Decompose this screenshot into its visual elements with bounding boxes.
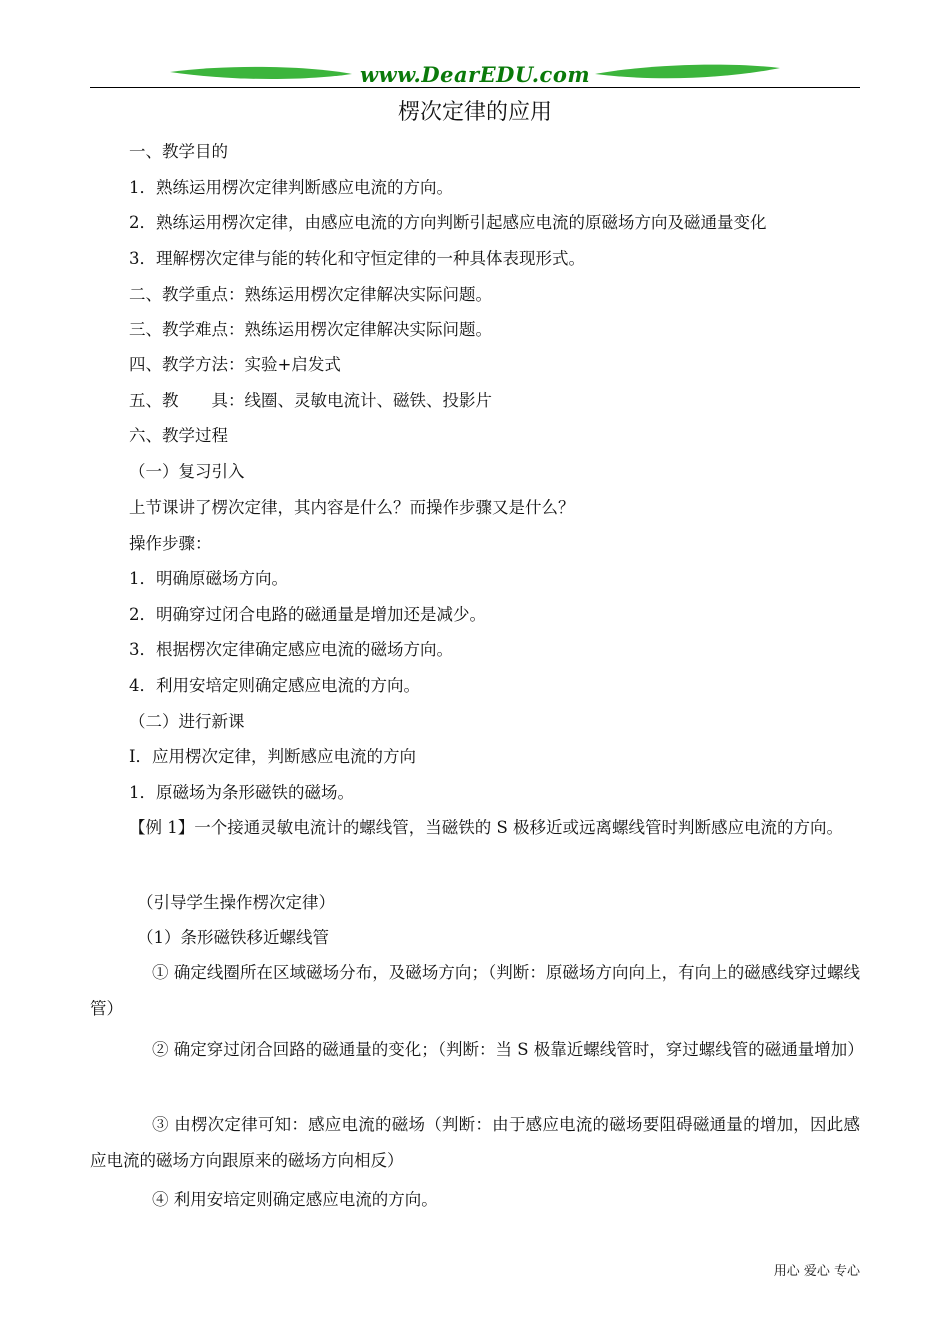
page-title: 楞次定律的应用 [397,100,552,125]
subsection-heading: （一）复习引入 [129,462,245,481]
step-item: 4．利用安培定则确定感应电流的方向。 [129,676,420,695]
header-divider [90,87,860,88]
site-header-banner [90,58,860,90]
subsection-heading: （二）进行新课 [129,712,245,731]
analysis-step: ④ 利用安培定则确定感应电流的方向。 [152,1190,438,1209]
analysis-step: ③ 由楞次定律可知：感应电流的磁场（判断：由于感应电流的磁场要阻碍磁通量的增加，因此感应电流的磁场方向跟原来的磁场方向相反） [90,1115,860,1170]
example-paragraph: 【例 1】一个接通灵敏电流计的螺线管，当磁铁的 S 极移近或远离螺线管时判断感应电流的方向。 [129,818,844,837]
analysis-step: ① 确定线圈所在区域磁场分布，及磁场方向；（判断：原磁场方向向上，有向上的磁感线穿过螺线管） [90,963,860,1018]
objective-item: 3．理解楞次定律与能的转化和守恒定律的一种具体表现形式。 [129,249,585,268]
section-heading: 二、教学重点：熟练运用楞次定律解决实际问题。 [129,285,492,304]
page-footer: 用心 爱心 专心 [773,1264,860,1279]
section-heading: 六、教学过程 [129,426,228,445]
site-logo: www.DearEDU.com [359,62,591,87]
step-item: 1．明确原磁场方向。 [129,569,288,588]
paragraph: I．应用楞次定律，判断感应电流的方向 [129,747,417,766]
paragraph: （1）条形磁铁移近螺线管 [137,928,329,947]
section-heading: 三、教学难点：熟练运用楞次定律解决实际问题。 [129,320,492,339]
paragraph: （引导学生操作楞次定律） [137,893,335,912]
objective-item: 2．熟练运用楞次定律，由感应电流的方向判断引起感应电流的原磁场方向及磁通量变化 [129,213,767,232]
analysis-step: ② 确定穿过闭合回路的磁通量的变化；（判断：当 S 极靠近螺线管时，穿过螺线管的磁通量增加） [152,1040,864,1059]
step-item: 2．明确穿过闭合电路的磁通量是增加还是减少。 [129,605,486,624]
step-item: 3．根据楞次定律确定感应电流的磁场方向。 [129,640,453,659]
section-heading: 五、教 具：线圈、灵敏电流计、磁铁、投影片 [129,391,492,410]
paragraph: 操作步骤： [129,534,212,553]
paragraph: 1．原磁场为条形磁铁的磁场。 [129,783,354,802]
section-heading: 一、教学目的 [129,142,228,161]
paragraph: 上节课讲了楞次定律，其内容是什么？而操作步骤又是什么？ [129,498,575,517]
section-heading: 四、教学方法：实验+启发式 [129,355,341,374]
objective-item: 1．熟练运用楞次定律判断感应电流的方向。 [129,178,453,197]
